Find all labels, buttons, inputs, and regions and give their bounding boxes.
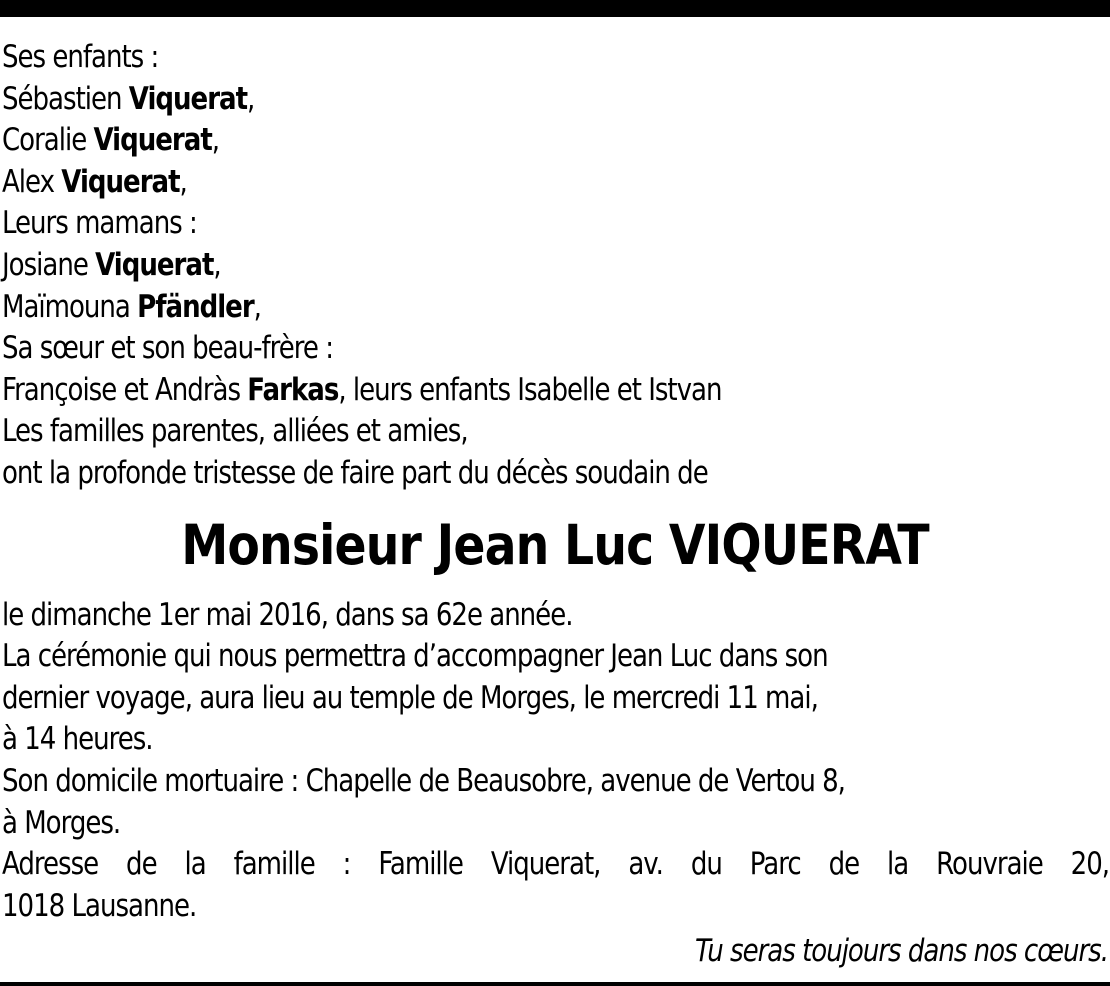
address-word: famille <box>233 846 315 883</box>
family-member: Alex Viquerat, <box>2 163 187 200</box>
mothers-intro: Leurs mamans : <box>2 205 197 242</box>
mortuary-line: à Morges. <box>2 804 121 841</box>
closing-line: Tu seras toujours dans nos cœurs. <box>694 933 1108 970</box>
address-city-line: 1018 Lausanne. <box>2 887 197 924</box>
ceremony-line: dernier voyage, aura lieu au temple de Morges, le mercredi 11 mai, <box>2 679 818 716</box>
deceased-name: Monsieur Jean Luc VIQUERAT <box>181 512 929 577</box>
children-intro: Ses enfants : <box>2 39 159 75</box>
address-word: Adresse <box>2 846 99 883</box>
bottom-rule <box>0 982 1110 986</box>
family-member: Coralie Viquerat, <box>2 122 220 159</box>
address-word: Parc <box>749 846 801 883</box>
address-word: du <box>690 846 722 883</box>
address-word: de <box>126 846 157 883</box>
address-word: 20, <box>1070 846 1110 883</box>
family-member: Maïmouna Pfändler, <box>2 288 261 325</box>
address-word: av. <box>628 846 663 883</box>
date-line: le dimanche 1er mai 2016, dans sa 62e année. <box>2 596 573 633</box>
address-word: Famille <box>378 846 463 883</box>
ceremony-line: La cérémonie qui nous permettra d’accompagner Jean Luc dans son <box>2 638 828 675</box>
family-member: Sébastien Viquerat, <box>2 80 255 117</box>
relatives-line: Les familles parentes, alliées et amies, <box>2 413 468 450</box>
address-word: : <box>342 846 351 883</box>
address-word: Viquerat, <box>490 846 601 883</box>
top-rule <box>0 0 1110 17</box>
address-word: la <box>887 846 909 883</box>
family-member: Josiane Viquerat, <box>2 246 221 283</box>
sibling-intro: Sa sœur et son beau-frère : <box>2 330 333 367</box>
obituary-notice <box>2 37 1108 973</box>
address-word: la <box>184 846 206 883</box>
family-member: Françoise et Andràs Farkas, leurs enfants Isabelle et Istvan <box>2 371 722 408</box>
ceremony-line: à 14 heures. <box>2 721 153 758</box>
address-line <box>2 844 1109 886</box>
details-block <box>2 595 1108 928</box>
announcement-line: ont la profonde tristesse de faire part du décès soudain de <box>2 454 708 491</box>
address-word: Rouvraie <box>936 846 1043 883</box>
mortuary-line: Son domicile mortuaire : Chapelle de Beausobre, avenue de Vertou 8, <box>2 762 845 799</box>
address-word: de <box>828 846 860 883</box>
